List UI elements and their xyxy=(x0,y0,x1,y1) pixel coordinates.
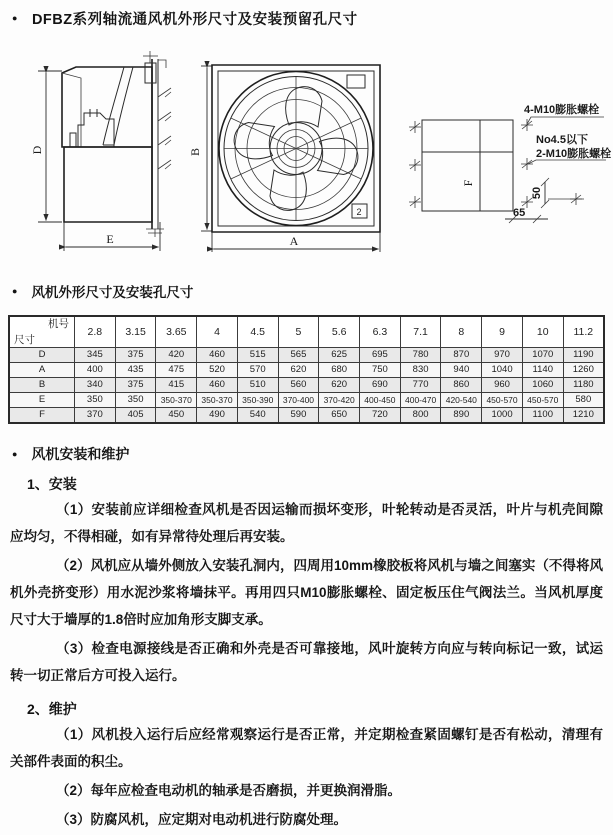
dimension-value-cell: 375 xyxy=(115,378,156,393)
dimension-value-cell: 1140 xyxy=(522,363,563,378)
dimension-value-cell: 800 xyxy=(400,408,441,424)
column-header: 7.1 xyxy=(400,316,441,348)
dimension-value-cell: 720 xyxy=(360,408,401,424)
maintain-paragraph: （2）每年应检查电动机的轴承是否磨损，并更换润滑脂。 xyxy=(56,783,402,798)
corner-label-model: 机号 xyxy=(48,318,69,330)
dimension-value-cell: 570 xyxy=(237,363,278,378)
dim-label-b: B xyxy=(188,147,202,157)
dimension-value-cell: 370 xyxy=(75,408,116,424)
dimension-value-cell: 1260 xyxy=(563,363,604,378)
page-title: DFBZ系列轴流通风机外形尺寸及安装预留孔尺寸 xyxy=(31,12,358,28)
table-row xyxy=(9,363,604,378)
maintenance-section-title-row xyxy=(0,444,613,464)
dimension-value-cell: 890 xyxy=(441,408,482,424)
dimension-value-cell: 400 xyxy=(75,363,116,378)
dimension-value-cell: 690 xyxy=(360,378,401,393)
dimension-value-cell: 970 xyxy=(482,348,523,363)
dimension-value-cell: 400-450 xyxy=(360,393,401,408)
dimension-value-cell: 1190 xyxy=(563,348,604,363)
dimension-value-cell: 680 xyxy=(319,363,360,378)
no45-label: No4.5以下 xyxy=(536,134,588,146)
dimension-value-cell: 350 xyxy=(75,393,116,408)
dimension-value-cell: 650 xyxy=(319,408,360,424)
dimension-value-cell: 490 xyxy=(197,408,238,424)
dimension-value-cell: 1040 xyxy=(482,363,523,378)
dimension-value-cell: 350-370 xyxy=(156,393,197,408)
dimension-value-cell: 590 xyxy=(278,408,319,424)
dim-label-65: 65 xyxy=(513,207,526,219)
column-header: 9 xyxy=(482,316,523,348)
bolt2-label: 2-M10膨胀螺栓 xyxy=(536,148,612,160)
dimension-value-cell: 515 xyxy=(237,348,278,363)
dimension-value-cell: 565 xyxy=(278,348,319,363)
dim-label-e: E xyxy=(106,232,114,246)
dimension-value-cell: 435 xyxy=(115,363,156,378)
table-row xyxy=(9,378,604,393)
table-row xyxy=(9,348,604,363)
dimension-value-cell: 1000 xyxy=(482,408,523,424)
dimension-drawings xyxy=(0,33,613,265)
column-header: 3.65 xyxy=(156,316,197,348)
table-row xyxy=(9,393,604,408)
dimension-value-cell: 540 xyxy=(237,408,278,424)
install-paragraph: （2）风机应从墙外侧放入安装孔洞内，四周用10mm橡胶板将风机与墙之间塞实（不得将风机外壳挤变形）用水泥沙浆将墙抹平。再用四只M10膨胀螺栓、固定板压住气阀法兰。当风机厚度尺寸大于墙厚的1.8倍时应加角形支脚支承。 xyxy=(10,558,603,627)
dimensions-table xyxy=(8,315,605,424)
dimension-value-cell: 345 xyxy=(75,348,116,363)
dimension-value-cell: 870 xyxy=(441,348,482,363)
column-header: 11.2 xyxy=(563,316,604,348)
table-section-title-row xyxy=(0,281,613,301)
dimension-value-cell: 450-570 xyxy=(482,393,523,408)
dimension-value-cell: 625 xyxy=(319,348,360,363)
corner-label-size: 尺寸 xyxy=(14,333,35,346)
dimension-value-cell: 1070 xyxy=(522,348,563,363)
dimension-value-cell: 340 xyxy=(75,378,116,393)
dim-label-d: D xyxy=(30,145,44,155)
dimension-value-cell: 375 xyxy=(115,348,156,363)
maintenance-section-title: 风机安装和维护 xyxy=(31,446,130,462)
dimension-value-cell: 405 xyxy=(115,408,156,424)
dimension-value-cell: 560 xyxy=(278,378,319,393)
side-view-drawing xyxy=(30,51,171,251)
row-label: E xyxy=(9,393,75,408)
maintain-heading: 2、维护 xyxy=(27,701,77,717)
dimension-value-cell: 960 xyxy=(482,378,523,393)
dimension-value-cell: 450 xyxy=(156,408,197,424)
dims-table-body xyxy=(9,348,604,424)
dimension-value-cell: 750 xyxy=(360,363,401,378)
dimension-value-cell: 460 xyxy=(197,378,238,393)
dimension-value-cell: 780 xyxy=(400,348,441,363)
dimension-value-cell: 350 xyxy=(115,393,156,408)
bolt-hole-marks-left xyxy=(409,121,421,208)
row-label: D xyxy=(9,348,75,363)
dimension-value-cell: 1100 xyxy=(522,408,563,424)
dimension-value-cell: 350-370 xyxy=(197,393,238,408)
dim-label-50: 50 xyxy=(531,186,543,200)
dimension-value-cell: 695 xyxy=(360,348,401,363)
dimension-value-cell: 450-570 xyxy=(522,393,563,408)
column-header: 4 xyxy=(197,316,238,348)
row-label: F xyxy=(9,408,75,424)
row-label: B xyxy=(9,378,75,393)
dimension-value-cell: 830 xyxy=(400,363,441,378)
maintain-paragraph: （1）风机投入运行后应经常观察运行是否正常，并定期检查紧固螺钉是否有松动，清理有关部件表面的积尘。 xyxy=(10,727,603,769)
dimension-value-cell: 370-420 xyxy=(319,393,360,408)
bullet-icon: ● xyxy=(12,13,18,23)
mounting-hole-drawing xyxy=(409,102,611,223)
page-title-row xyxy=(0,0,613,29)
column-header: 2.8 xyxy=(75,316,116,348)
dimension-value-cell: 370-400 xyxy=(278,393,319,408)
table-row xyxy=(9,408,604,424)
dimension-value-cell: 420 xyxy=(156,348,197,363)
dim-label-f: F xyxy=(461,179,475,187)
front-view-drawing xyxy=(188,65,380,252)
column-header: 10 xyxy=(522,316,563,348)
column-header: 4.5 xyxy=(237,316,278,348)
dimension-value-cell: 620 xyxy=(319,378,360,393)
dimension-value-cell: 420-540 xyxy=(441,393,482,408)
dimension-value-cell: 860 xyxy=(441,378,482,393)
dimension-value-cell: 1180 xyxy=(563,378,604,393)
corner-mark: 2 xyxy=(356,207,362,217)
table-section-title: 风机外形尺寸及安装孔尺寸 xyxy=(31,285,194,300)
bullet-icon: ● xyxy=(12,448,18,459)
bolt4-label: 4-M10膨胀螺栓 xyxy=(524,104,600,116)
dims-table-header-row xyxy=(9,316,604,348)
dimension-value-cell: 620 xyxy=(278,363,319,378)
dimension-value-cell: 520 xyxy=(197,363,238,378)
column-header: 8 xyxy=(441,316,482,348)
dimension-value-cell: 400-470 xyxy=(400,393,441,408)
install-heading: 1、安装 xyxy=(27,476,77,492)
dimension-value-cell: 510 xyxy=(237,378,278,393)
column-header: 5 xyxy=(278,316,319,348)
dimension-value-cell: 1060 xyxy=(522,378,563,393)
install-paragraph: （1）安装前应详细检查风机是否因运输而损坏变形，叶轮转动是否灵活，叶片与机壳间隙应均匀，不得相碰，如有异常待处理后再安装。 xyxy=(10,502,603,544)
column-header: 6.3 xyxy=(360,316,401,348)
dim-label-a: A xyxy=(289,234,299,248)
dimension-value-cell: 415 xyxy=(156,378,197,393)
dimension-value-cell: 475 xyxy=(156,363,197,378)
dimension-value-cell: 770 xyxy=(400,378,441,393)
bullet-icon: ● xyxy=(12,285,18,296)
row-label: A xyxy=(9,363,75,378)
column-header: 5.6 xyxy=(319,316,360,348)
dimension-value-cell: 940 xyxy=(441,363,482,378)
table-corner-cell xyxy=(9,316,75,348)
dimension-value-cell: 580 xyxy=(563,393,604,408)
dimension-value-cell: 460 xyxy=(197,348,238,363)
column-header: 3.15 xyxy=(115,316,156,348)
dimension-value-cell: 350-390 xyxy=(237,393,278,408)
maintain-paragraph: （3）防腐风机，应定期对电动机进行防腐处理。 xyxy=(56,812,348,827)
install-paragraph: （3）检查电源接线是否正确和外壳是否可靠接地，风叶旋转方向应与转向标记一致，试运转一切正常后方可投入运行。 xyxy=(10,641,603,683)
dimension-value-cell: 1210 xyxy=(563,408,604,424)
